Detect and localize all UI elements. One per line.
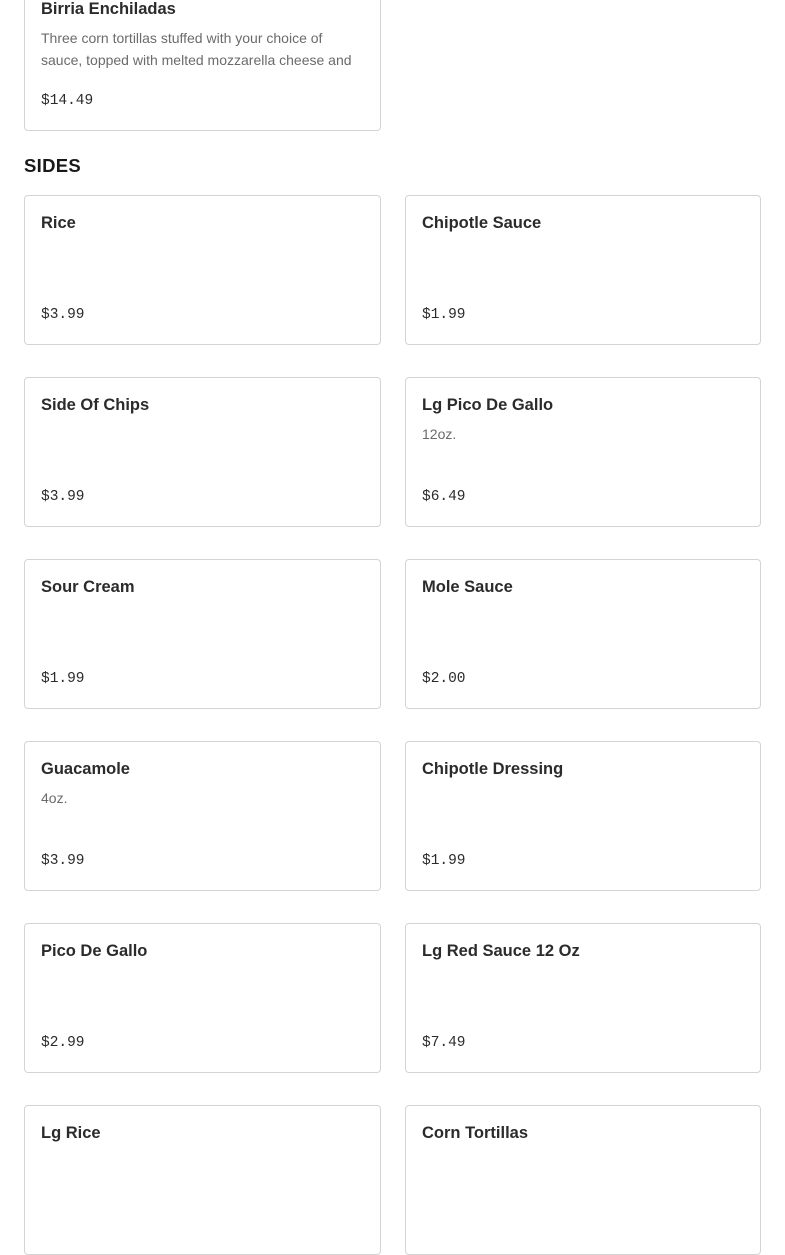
menu-item-card-pico-de-gallo[interactable]: [24, 923, 381, 1073]
menu-item-price: $7.49: [422, 1035, 466, 1051]
menu-item-name: Birria Enchiladas: [41, 0, 176, 18]
menu-item-card-lg-rice[interactable]: [24, 1105, 381, 1255]
menu-item-card-chipotle-dressing[interactable]: [405, 741, 761, 891]
menu-item-description: 4oz.: [41, 790, 68, 806]
menu-item-card-corn-tortillas[interactable]: [405, 1105, 761, 1255]
menu-item-price: $1.99: [422, 307, 466, 323]
menu-item-description: Three corn tortillas stuffed with your choice of sauce, topped with melted mozzarella cheese and: [41, 30, 352, 68]
menu-item-name: Lg Rice: [41, 1124, 101, 1142]
menu-item-price: $14.49: [41, 93, 94, 109]
menu-item-name: Rice: [41, 214, 76, 232]
menu-item-name: Sour Cream: [41, 578, 135, 596]
menu-item-name: Lg Pico De Gallo: [422, 396, 554, 414]
menu-item-name: Corn Tortillas: [422, 1124, 529, 1142]
menu-item-name: Mole Sauce: [422, 578, 513, 596]
menu-item-card-sour-cream[interactable]: [24, 559, 381, 709]
menu-item-name: Side Of Chips: [41, 396, 150, 414]
menu-item-name: Pico De Gallo: [41, 942, 148, 960]
menu-item-card-side-of-chips[interactable]: [24, 377, 381, 527]
menu-item-price: $2.00: [422, 671, 466, 687]
menu-item-price: $3.99: [41, 489, 85, 505]
menu-item-price: $3.99: [41, 307, 85, 323]
menu-item-card-birria-enchiladas[interactable]: [24, 0, 381, 131]
menu-item-name: Chipotle Dressing: [422, 760, 564, 778]
menu-item-card-guacamole[interactable]: [24, 741, 381, 891]
menu-item-card-lg-red-sauce[interactable]: [405, 923, 761, 1073]
menu-item-card-mole-sauce[interactable]: [405, 559, 761, 709]
menu-item-name: Guacamole: [41, 760, 130, 778]
menu-item-card-rice[interactable]: [24, 195, 381, 345]
menu-item-price: $1.99: [422, 853, 466, 869]
menu-item-price: $1.99: [41, 671, 85, 687]
menu-item-price: $2.99: [41, 1035, 85, 1051]
menu-item-card-lg-pico-de-gallo[interactable]: [405, 377, 761, 527]
menu-item-card-chipotle-sauce[interactable]: [405, 195, 761, 345]
section-title-sides: SIDES: [24, 155, 82, 176]
menu-item-price: $3.99: [41, 853, 85, 869]
menu-item-description: 12oz.: [422, 426, 457, 442]
menu-item-name: Chipotle Sauce: [422, 214, 542, 232]
menu-item-price: $6.49: [422, 489, 466, 505]
menu-item-name: Lg Red Sauce 12 Oz: [422, 942, 580, 960]
